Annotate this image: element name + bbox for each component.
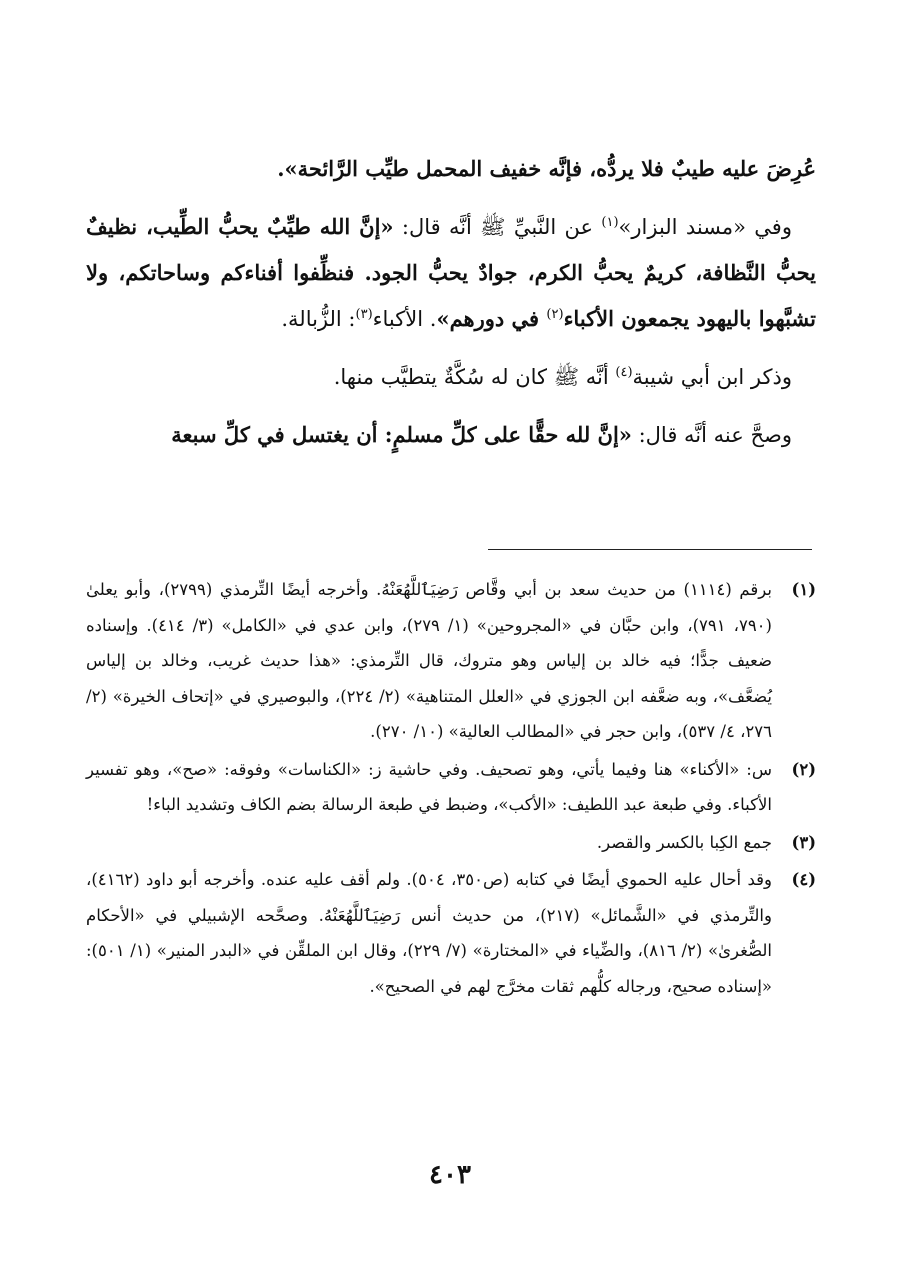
paragraph-1	[86, 146, 816, 192]
footnote-number: (١)	[791, 580, 816, 599]
footnote-text: وقد أحال عليه الحموي أيضًا في كتابه (ص٣٥٠، ٥٠٤). ولم أقف عليه عنده. وأخرجه أبو داود (٤١٦٢)، والتِّرمذي في «الشَّمائل» (٢١٧)، من حديث أنس رَضِيَٱللَّهُعَنْهُ. وصحَّحه الإشبيلي في «الأحكام الصُّغرىٰ» (٢/ ٨١٦)، والضِّياء في «المختارة» (٧/ ٢٢٩)، وقال ابن الملقِّن في «البدر المنير» (١/ ٥٠١): «إسناده صحيح، ورجاله كلُّهم ثقات مخرَّج لهم في الصحيح».	[86, 870, 772, 996]
bazzar-intro: وفي «مسند البزار»	[618, 215, 792, 239]
footnote-number: (٢)	[791, 759, 816, 779]
footnote-ref-2: (٢)	[546, 307, 564, 322]
paragraph-4	[86, 412, 816, 458]
footnote-4	[86, 862, 816, 1004]
akba-definition: : الزُّبالة.	[281, 307, 356, 331]
hadith-bathing: «إنَّ لله حقًّا على كلِّ مسلمٍ: أن يغتسل في كلِّ سبعة	[171, 422, 632, 447]
footnote-ref-1: (١)	[601, 215, 619, 230]
sahih-intro: وصحَّ عنه أنَّه قال:	[631, 423, 792, 447]
footnote-number: (٤)	[791, 870, 816, 889]
footnote-3	[86, 825, 816, 861]
hadith-cleanliness: «إنَّ الله طيِّبٌ يحبُّ الطِّيب، نظيفٌ يحبُّ النَّظافة، كريمٌ يحبُّ الكرم، جوادٌ يحبُّ الجود. فنظِّفوا أفناءكم وساحاتكم، ولا تشبَّهوا باليهود يجمعون الأكباء	[86, 214, 816, 331]
hadith-cleanliness-end: في دورهم»	[436, 306, 547, 331]
footnote-text: س: «الأكناء» هنا وفيما يأتي، وهو تصحيف. وفي حاشية ز: «الكناسات» وفوقه: «صح»، وهو تفسير الأكباء. وفي طبعة عبد اللطيف: «الأكب»، وضبط في طبعة الرسالة بضم الكاف وتشديد الباء!	[86, 759, 772, 814]
footnote-divider	[488, 549, 812, 550]
ibn-abi-shaybah-text: وذكر ابن أبي شيبة	[632, 365, 792, 389]
sukkah-text: أنَّه ﷺ كان له سُكَّةٌ يتطيَّب منها.	[333, 365, 616, 389]
footnote-text: جمع الكِبا بالكسر والقصر.	[596, 832, 772, 852]
paragraph-2	[86, 204, 816, 342]
page-number: ٤٠٣	[429, 1160, 471, 1190]
bazzar-attribution: عن النَّبيِّ ﷺ أنَّه قال:	[393, 215, 602, 239]
footnote-1	[86, 572, 816, 750]
footnote-ref-4: (٤)	[615, 365, 633, 380]
paragraph-3	[86, 354, 816, 400]
footnotes	[86, 572, 816, 1006]
paragraph-1-text: عُرِضَ عليه طيبٌ فلا يردُّه، فإنَّه خفيف المحمل طيِّب الرَّائحة».	[277, 156, 816, 181]
main-text	[86, 146, 816, 470]
footnote-2	[86, 752, 816, 823]
akba-definition-term: . الأكباء	[372, 307, 437, 331]
footnote-number: (٣)	[791, 832, 816, 852]
footnote-text: برقم (١١١٤) من حديث سعد بن أبي وقَّاص رَضِيَٱللَّهُعَنْهُ. وأخرجه أيضًا التِّرمذي (٢٧٩٩)، وأبو يعلىٰ (٧٩٠، ٧٩١)، وابن حبَّان في «المجروحين» (١/ ٢٧٩)، وابن عدي في «الكامل» (٣/ ٤١٤). وإسناده ضعيف جدًّا؛ فيه خالد بن إلياس وهو متروك، قال التِّرمذي: «هذا حديث غريب، وخالد بن إلياس يُضعَّف»، وبه ضعَّفه ابن الجوزي في «العلل المتناهية» (٢/ ٢٢٤)، والبوصيري في «إتحاف الخيرة» (٢/ ٢٧٦، ٤/ ٥٣٧)، وابن حجر في «المطالب العالية» (١٠/ ٢٧٠).	[86, 580, 772, 741]
footnote-ref-3: (٣)	[355, 307, 373, 322]
